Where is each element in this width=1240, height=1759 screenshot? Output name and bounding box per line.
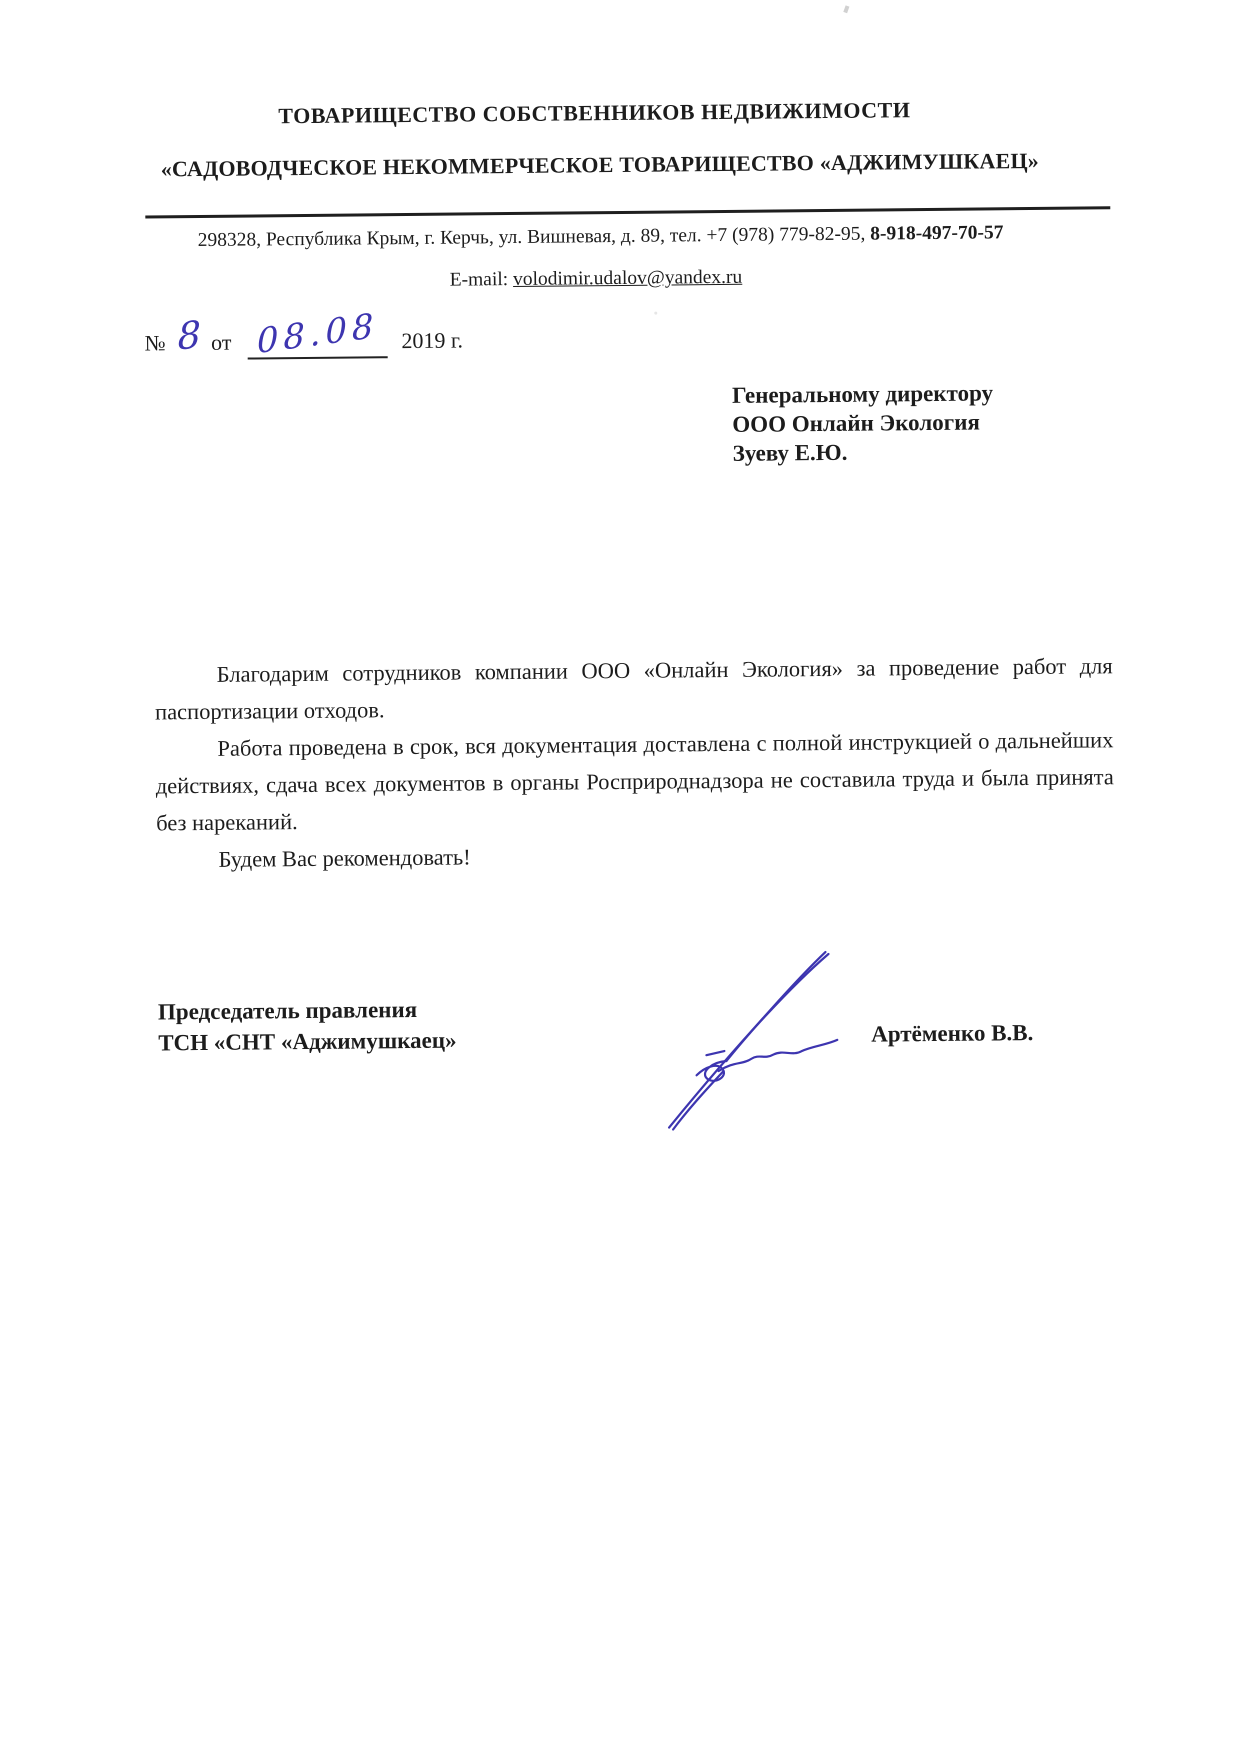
reference-number-line [144,305,464,363]
header-divider-line [145,206,1110,218]
signer-position-line2: ТСН «СНТ «Аджимушкаец» [158,1027,457,1056]
recipient-block [732,378,994,468]
number-sign-label: № [144,330,166,356]
year-label: 2019 г. [401,327,464,354]
date-underline-slot [247,305,387,363]
address-text: 298328, Республика Крым, г. Керчь, ул. Вишневая, д. 89, тел. +7 (978) 779-82-95, [197,223,871,252]
recipient-company: ООО Онлайн Экология [732,409,980,437]
scan-artifact-speck [654,312,657,315]
recipient-name: Зуеву Е.Ю. [732,439,848,466]
organization-title-line1: ТОВАРИЩЕСТВО СОБСТВЕННИКОВ НЕДВИЖИМОСТИ [278,97,911,129]
scan-artifact-speck [843,5,849,13]
body-paragraph-1: Благодарим сотрудников компании ООО «Онлайн Экология» за проведение работ для паспортизации отходов. [154,653,1113,725]
signatory-name: Артёменко В.В. [871,1020,1034,1047]
organization-email-line [0,262,1196,296]
body-paragraph-3: Будем Вас рекомендовать! [218,844,471,872]
email-address: volodimir.udalov@yandex.ru [512,266,743,291]
handwritten-signature-icon [584,848,842,1140]
recipient-position: Генеральному директору [731,380,994,408]
handwritten-date: 08.08 [256,305,379,363]
signer-position-line1: Председатель правления [157,996,418,1025]
body-paragraph-2: Работа проведена в срок, вся документация доставлена с полной инструкцией о дальнейших действиях, сдача всех документов в органы Росприроднадзора не составила труда и была принята без нареканий. [155,727,1114,836]
organization-address [0,220,1206,254]
email-label: E-mail: [449,269,514,291]
address-phone: 8-918-497-70-57 [870,222,1004,245]
from-label: от [210,329,232,355]
handwritten-letter-number: 8 [177,312,202,359]
organization-title-line2: «САДОВОДЧЕСКОЕ НЕКОММЕРЧЕСКОЕ ТОВАРИЩЕСТВО «АДЖИМУШКАЕЦ» [160,147,1040,182]
letter-body [155,647,1115,878]
signer-position-block [158,994,457,1059]
